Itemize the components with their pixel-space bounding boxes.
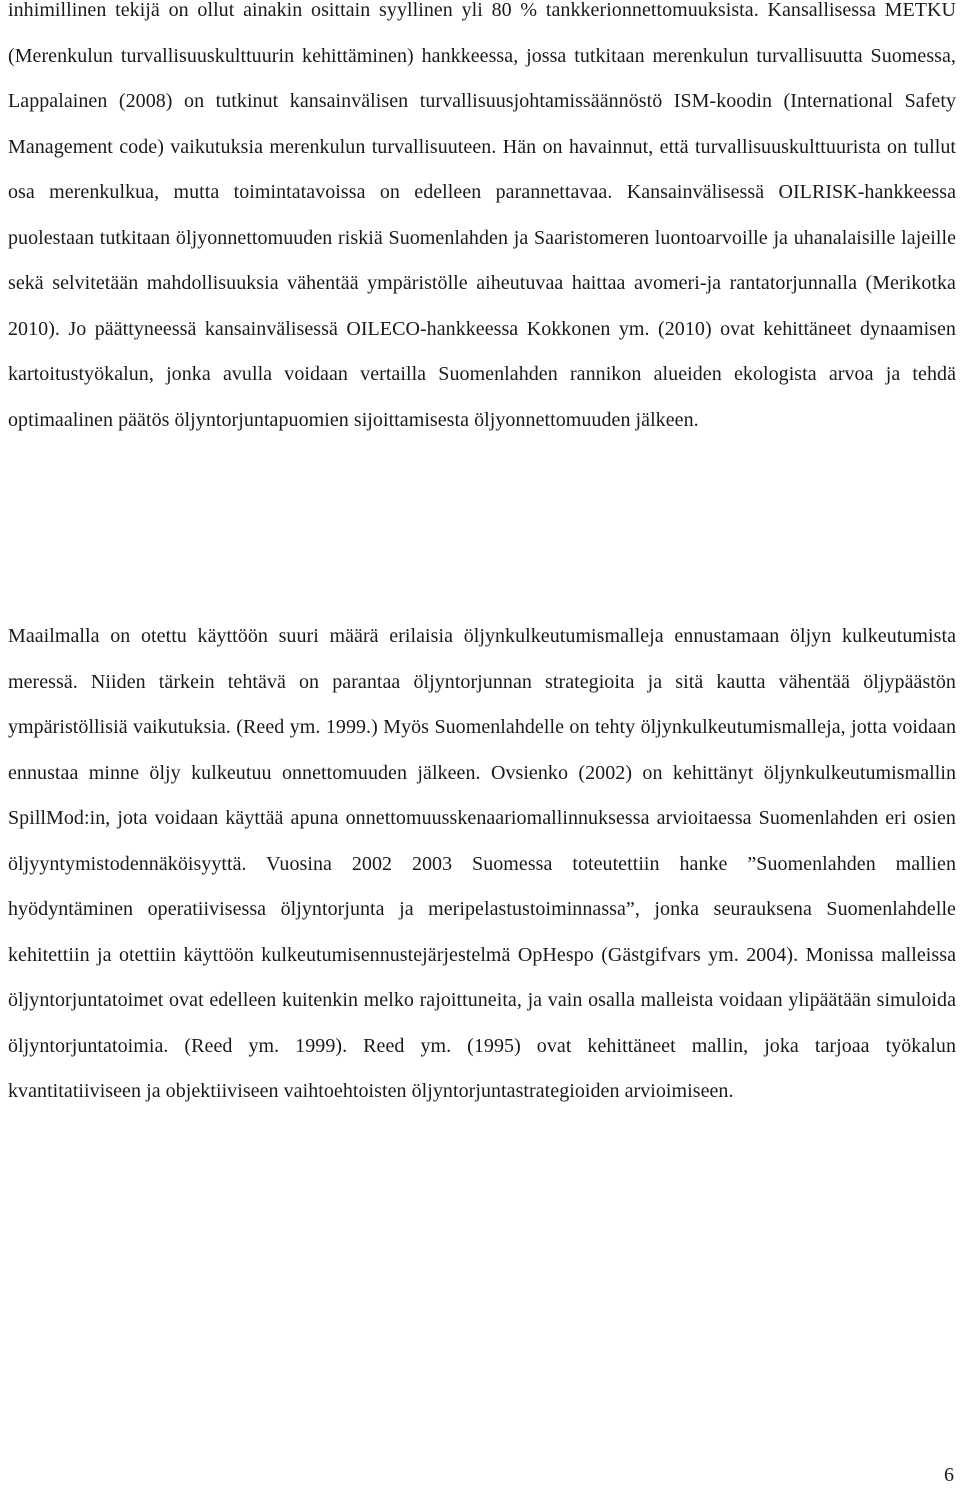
body-paragraph-2: Maailmalla on otettu käyttöön suuri määrä erilaisia öljynkulkeutumismalleja ennustamaan öljyn kulkeutumista meressä. Niiden tärkein tehtävä on parantaa öljyntorjunnan strategioita ja sitä kautta vähentää öljypäästön ympäristöllisiä vaikutuksia. (Reed ym. 1999.) Myös Suomenlahdelle on tehty öljynkulkeutumismalleja, jotta voidaan ennustaa minne öljy kulkeutuu onnettomuuden jälkeen. Ovsienko (2002) on kehittänyt öljynkulkeutumismallin SpillMod:in, jota voidaan käyttää apuna onnettomuusskenaariomallinnuksessa arvioitaessa Suomenlahden eri osien öljyyntymistodennäköisyyttä. Vuosina 2002 2003 Suomessa toteutettiin hanke ”Suomenlahden mallien hyödyntäminen operatiivisessa öljyntorjunta ja meripelastustoiminnassa”, jonka seurauksena Suomenlahdelle kehitettiin ja otettiin käyttöön kulkeutumisennustejärjestelmä OpHespo (Gästgifvars ym. 2004). Monissa malleissa öljyntorjuntatoimet ovat edelleen kuitenkin melko rajoittuneita, ja vain osalla malleista voidaan ylipäätään simuloida öljyntorjuntatoimia. (Reed ym. 1999). Reed ym. (1995) ovat kehittäneet mallin, joka tarjoaa työkalun kvantitatiiviseen ja objektiiviseen vaihtoehtoisten öljyntorjuntastrategioiden arvioimiseen.: [8, 625, 956, 1102]
body-paragraph-1: inhimillinen tekijä on ollut ainakin osittain syyllinen yli 80 % tankkerionnettomuuksista. Kansallisessa METKU (Merenkulun turvallisuuskulttuurin kehittäminen) hankkeessa, jossa tutkitaan merenkulun turvallisuutta Suomessa, Lappalainen (2008) on tutkinut kansainvälisen turvallisuusjohtamissäännöstö ISM-koodin (International Safety Management code) vaikutuksia merenkulun turvallisuuteen. Hän on havainnut, että turvallisuuskulttuurista on tullut osa merenkulkua, mutta toimintatavoissa on edelleen parannettavaa. Kansainvälisessä OILRISK-hankkeessa puolestaan tutkitaan öljyonnettomuuden riskiä Suomenlahden ja Saaristomeren luontoarvoille ja uhanalaisille lajeille sekä selvitetään mahdollisuuksia vähentää ympäristölle aiheutuvaa haittaa avomeri-ja rantatorjunnalla (Merikotka 2010). Jo päättyneessä kansainvälisessä OILECO-hankkeessa Kokkonen ym. (2010) ovat kehittäneet dynaamisen kartoitustyökalun, jonka avulla voidaan vertailla Suomenlahden rannikon alueiden ekologista arvoa ja tehdä optimaalinen päätös öljyntorjuntapuomien sijoittamisesta öljyonnettomuuden jälkeen.: [8, 0, 956, 431]
page-number: 6: [944, 1464, 954, 1486]
